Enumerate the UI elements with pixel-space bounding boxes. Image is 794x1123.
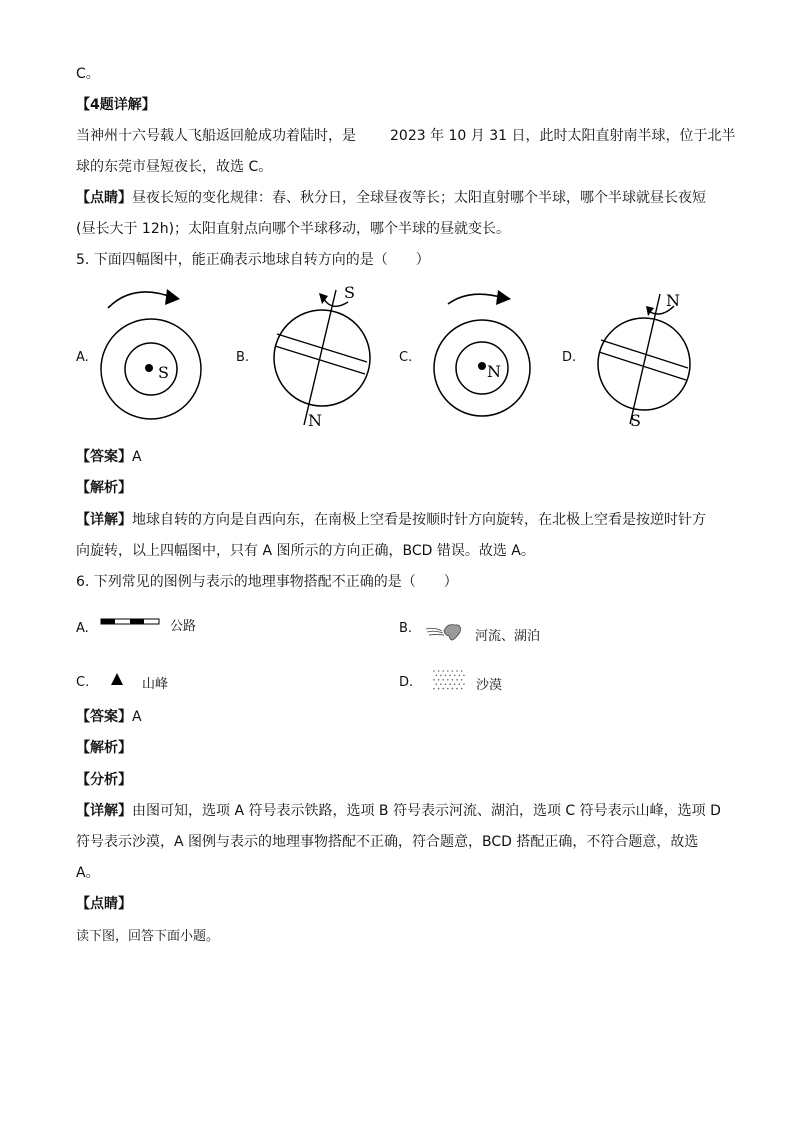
- arrow-head-a: [165, 289, 180, 305]
- q6-analysis-label: 【解析】: [76, 740, 132, 756]
- q6-option-d-label: 沙漠: [476, 678, 503, 693]
- pole-label-c: N: [487, 362, 501, 381]
- peak-triangle-icon: [110, 672, 124, 686]
- q6-question: 6. 下列常见的图例与表示的地理事物搭配不正确的是（ ）: [76, 574, 458, 590]
- q6-tip-label: 【点睛】: [76, 896, 132, 912]
- q6-option-d-letter: D.: [399, 675, 414, 690]
- q6-detail-text1: 由图可知，选项 A 符号表示铁路，选项 B 符号表示河流、湖泊，选项 C 符号表示山峰，选项 D: [132, 803, 721, 819]
- desert-dots-icon: [431, 668, 465, 692]
- q5-figure-d: [588, 284, 708, 434]
- q6-detail-line1: [76, 801, 721, 821]
- q4-detail-line1a: 当神州十六号载人飞船返回舱成功着陆时，是: [76, 128, 356, 144]
- q6-detail-line2: 符号表示沙漠，A 图例与表示的地理事物搭配不正确，符合题意，BCD 搭配正确，不符合题意，故选: [76, 834, 699, 850]
- q5-figure-b: [262, 280, 382, 430]
- q6-answer-value: A: [132, 709, 142, 725]
- q5-answer-label: 【答案】: [76, 449, 132, 465]
- q5-analysis-label: 【解析】: [76, 480, 132, 496]
- band-line-b2: [275, 346, 365, 374]
- q6-answer-label: 【答案】: [76, 709, 132, 725]
- q5-detail-text1: 地球自转的方向是自西向东，在南极上空看是按顺时针方向旋转，在北极上空看是按逆时针方: [132, 512, 706, 528]
- q6-detail-line3: A。: [76, 865, 100, 881]
- q4-detail-line1b: 2023 年 10 月 31 日，此时太阳直射南半球，位于北半: [390, 128, 736, 144]
- pole-bottom-b: N: [308, 411, 322, 430]
- q5-figure-c: [424, 284, 544, 434]
- railway-symbol-icon: [100, 616, 162, 628]
- q4-tip-text1: 昼夜长短的变化规律：春、秋分日，全球昼夜等长；太阳直射哪个半球，哪个半球就昼长夜短: [132, 190, 706, 206]
- next-read-instruction: 读下图，回答下面小题。: [76, 929, 220, 944]
- arrow-head-d: [646, 306, 654, 316]
- q5-figure-a: [96, 284, 216, 434]
- q4-detail-header: 【4题详解】: [76, 97, 156, 113]
- band-line-d2: [599, 352, 686, 380]
- river-lake-symbol-icon: [424, 617, 466, 643]
- rotation-arrow-c: [448, 294, 504, 304]
- rotation-arrow-a: [108, 292, 174, 308]
- pole-dot-c: [478, 362, 486, 370]
- q6-detail-label: 【详解】: [76, 803, 132, 819]
- pole-label-a: S: [158, 363, 169, 382]
- q6-option-c-letter: C.: [76, 675, 90, 690]
- q5-detail-line2: 向旋转，以上四幅图中，只有 A 图所示的方向正确，BCD 错误。故选 A。: [76, 543, 535, 559]
- arrow-head-c: [496, 290, 511, 305]
- q5-option-d-letter: D.: [562, 350, 577, 365]
- pole-top-b: S: [344, 283, 355, 302]
- q5-question: 5. 下面四幅图中，能正确表示地球自转方向的是（ ）: [76, 252, 430, 268]
- pole-bottom-d: S: [630, 411, 641, 430]
- q5-answer: [76, 447, 142, 467]
- q4-detail-line2: 球的东莞市昼短夜长，故选 C。: [76, 159, 273, 175]
- q6-option-c-label: 山峰: [142, 677, 169, 692]
- q5-answer-value: A: [132, 449, 142, 465]
- q6-answer: [76, 707, 142, 727]
- q6-option-a-letter: A.: [76, 621, 89, 636]
- q5-option-b-letter: B.: [236, 350, 250, 365]
- prev-answer-tail: C。: [76, 66, 100, 82]
- band-line-b1: [277, 334, 367, 362]
- pole-top-d: N: [666, 291, 680, 310]
- q4-tip-line1: [76, 188, 706, 208]
- q5-option-c-letter: C.: [399, 350, 413, 365]
- q5-option-a-letter: A.: [76, 350, 89, 365]
- q6-option-b-letter: B.: [399, 621, 413, 636]
- q5-detail-line1: [76, 510, 706, 530]
- q6-fenxi-label: 【分析】: [76, 772, 132, 788]
- q4-detail-line1: [76, 126, 736, 146]
- q6-option-b-label: 河流、湖泊: [475, 629, 541, 644]
- q4-tip-label: 【点睛】: [76, 190, 132, 206]
- pole-dot-a: [145, 364, 153, 372]
- q4-tip-line2: (昼长大于 12h)；太阳直射点向哪个半球移动，哪个半球的昼就变长。: [76, 221, 511, 237]
- q6-option-a-label: 公路: [170, 619, 197, 634]
- q5-detail-label: 【详解】: [76, 512, 132, 528]
